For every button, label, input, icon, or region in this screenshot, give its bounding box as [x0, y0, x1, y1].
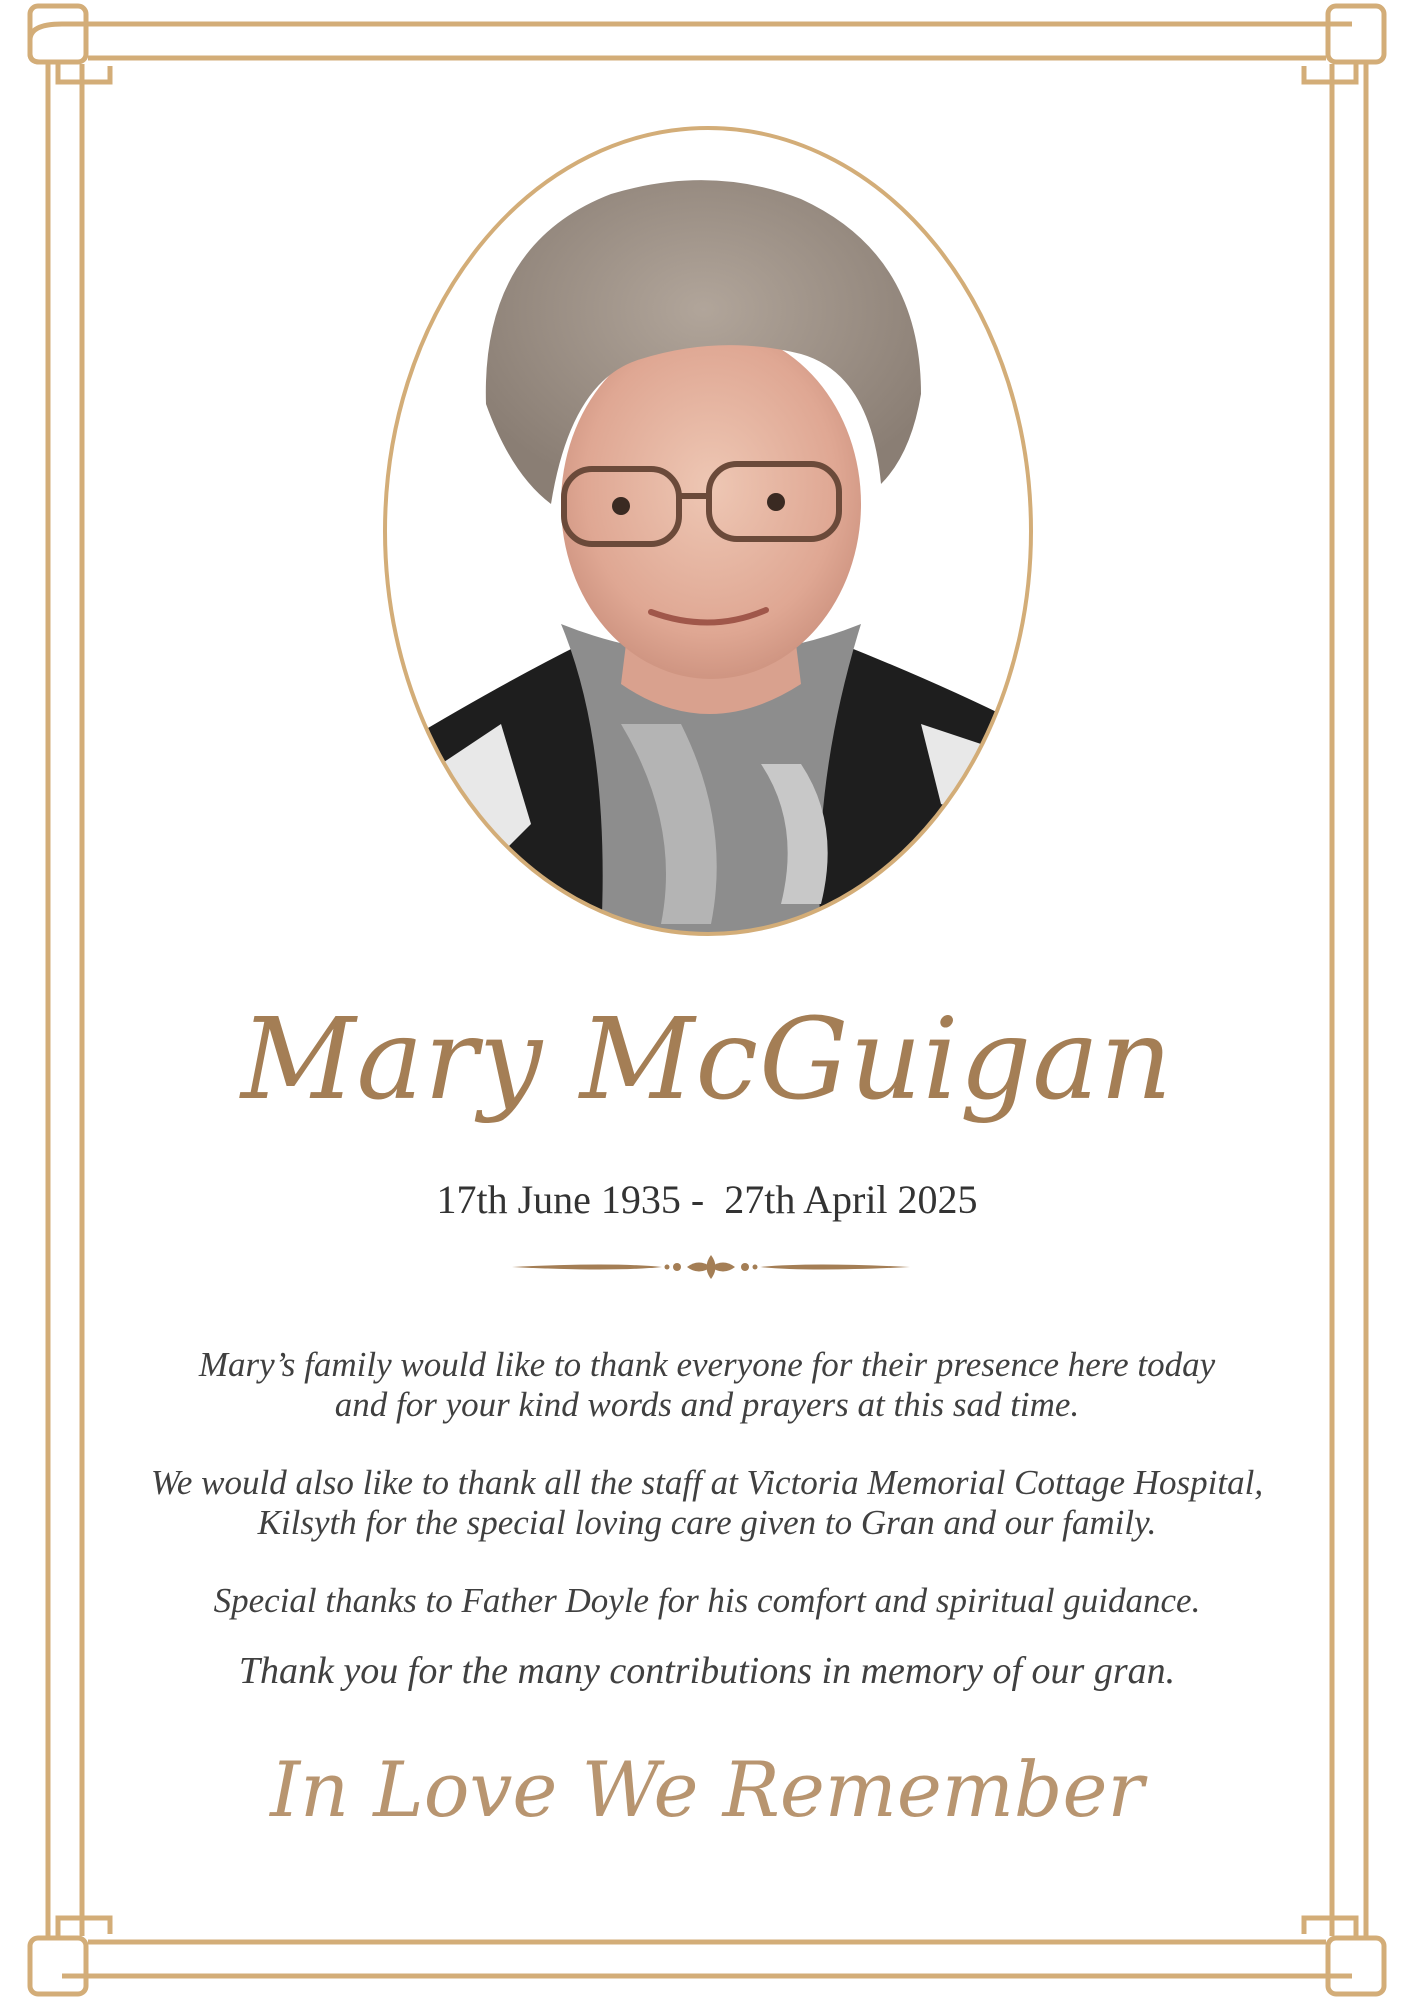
- message-line: Thank you for the many contributions in memory of our gran.: [238, 1650, 1176, 1692]
- deceased-name: Mary McGuigan: [240, 995, 1174, 1125]
- message-line: Mary’s family would like to thank everyone for their presence here today: [198, 1345, 1216, 1384]
- message-paragraph-4: [100, 1651, 1314, 1691]
- message-line: We would also like to thank all the staff at Victoria Memorial Cottage Hospital,: [150, 1463, 1264, 1502]
- portrait-photo: [381, 124, 1035, 938]
- message-paragraph-1: [100, 1345, 1314, 1425]
- corner-ornament-tl: [30, 24, 110, 82]
- message-line: Special thanks to Father Doyle for his comfort and spiritual guidance.: [213, 1581, 1201, 1620]
- message-line: and for your kind words and prayers at this sad time.: [334, 1385, 1080, 1424]
- life-dates: 17th June 1935 - 27th April 2025: [436, 1177, 978, 1222]
- message-paragraph-2: [100, 1463, 1314, 1543]
- closing-phrase: In Love We Remember: [270, 1745, 1144, 1834]
- message-line: Kilsyth for the special loving care given to Gran and our family.: [257, 1503, 1157, 1542]
- message-paragraph-3: [100, 1581, 1314, 1621]
- ornamental-divider: [512, 1250, 910, 1284]
